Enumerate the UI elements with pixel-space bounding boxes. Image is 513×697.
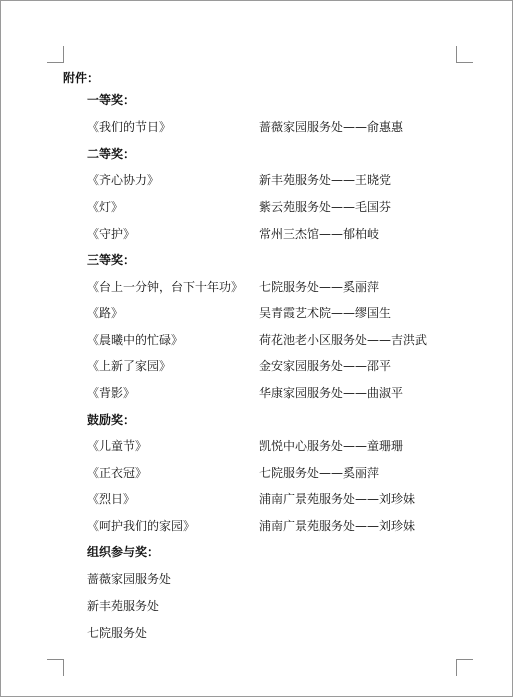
work-author: 紫云苑服务处——毛国芬 [259, 200, 392, 214]
prize-heading-second: 二等奖： [87, 147, 136, 161]
work-title: 《灯》 [87, 200, 124, 214]
work-title: 《路》 [87, 306, 124, 320]
prize-heading-first: 一等奖： [87, 93, 136, 107]
work-author: 华康家园服务处——曲淑平 [259, 386, 404, 400]
margin-marker-bottom-right [456, 659, 473, 676]
work-title: 《台上一分钟，台下十年功》 [87, 280, 244, 294]
organization-item: 七院服务处 [87, 626, 148, 640]
organization-item: 新丰苑服务处 [87, 599, 160, 613]
prize-heading-third: 三等奖： [87, 253, 136, 267]
work-author: 荷花池老小区服务处——吉洪武 [259, 333, 428, 347]
attachment-label: 附件： [63, 71, 100, 85]
margin-marker-top-left [47, 46, 64, 63]
work-title: 《上新了家园》 [87, 359, 172, 373]
prize-heading-organization: 组织参与奖： [87, 545, 160, 559]
work-author: 新丰苑服务处——王晓党 [259, 173, 392, 187]
prize-heading-encouragement: 鼓励奖： [87, 413, 136, 427]
work-author: 金安家园服务处——邵平 [259, 359, 392, 373]
work-title: 《儿童节》 [87, 439, 148, 453]
work-title: 《我们的节日》 [87, 120, 172, 134]
margin-marker-bottom-left [47, 659, 64, 676]
margin-marker-top-right [456, 46, 473, 63]
work-author: 凯悦中心服务处——童珊珊 [259, 439, 404, 453]
work-title: 《齐心协力》 [87, 173, 160, 187]
work-title: 《正衣冠》 [87, 466, 148, 480]
work-author: 七院服务处——奚丽萍 [259, 280, 380, 294]
work-title: 《背影》 [87, 386, 136, 400]
work-author: 浦南广景苑服务处——刘珍妹 [259, 492, 416, 506]
work-title: 《守护》 [87, 227, 136, 241]
work-title: 《晨曦中的忙碌》 [87, 333, 184, 347]
work-author: 吴青霞艺术院——缪国生 [259, 306, 392, 320]
work-author: 蔷薇家园服务处——俞惠惠 [259, 120, 404, 134]
work-author: 浦南广景苑服务处——刘珍妹 [259, 519, 416, 533]
work-author: 常州三杰馆——郁柏岐 [259, 227, 380, 241]
work-author: 七院服务处——奚丽萍 [259, 466, 380, 480]
work-title: 《烈日》 [87, 492, 136, 506]
work-title: 《呵护我们的家园》 [87, 519, 196, 533]
organization-item: 蔷薇家园服务处 [87, 572, 172, 586]
